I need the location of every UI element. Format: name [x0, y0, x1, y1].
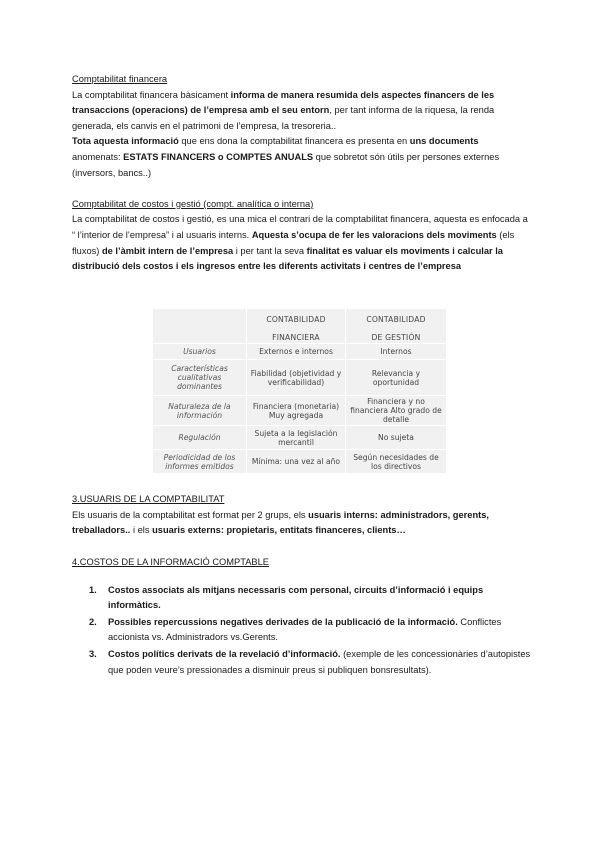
- table-cell-management: Relevancia y oportunidad: [346, 360, 447, 396]
- section-users: [72, 492, 532, 539]
- text-run: La comptabilitat financera bàsicament: [72, 89, 231, 100]
- list-item: [72, 583, 532, 614]
- header-line: DE GESTIÓN: [371, 333, 421, 342]
- paragraph-users: [72, 508, 532, 539]
- text-run: anomenats:: [72, 151, 124, 162]
- text-run: (exemple de les concessionàries d’autopistes que poden veure’s pressionades a disminuir preus si publiquen bonsresultats).: [108, 648, 531, 675]
- table-row: [153, 360, 447, 396]
- text-run: i per tant la seva: [233, 245, 307, 256]
- table-cell-financial: Financiera (monetaria) Muy agregada: [247, 396, 346, 426]
- section-costs: [72, 555, 532, 678]
- text-run: i els: [130, 525, 153, 536]
- table-row: [153, 344, 447, 360]
- bold-run: usuaris externs: propietaris, entitats financeres, clients…: [152, 525, 406, 536]
- text-run: La comptabilitat de costos i gestió, es una mica el contrari de la comptabilitat financera, aquesta es enfocada a “ l’interior de l’empresa” i al usuaris interns.: [72, 214, 528, 240]
- table-cell-management: Internos: [346, 344, 447, 360]
- document-body: [72, 72, 528, 275]
- bold-run: Possibles repercussions negatives derivades de la publicació de la informació.: [108, 616, 458, 627]
- bold-run: ESTATS FINANCERS o COMPTES ANUALS: [123, 151, 314, 162]
- table-row-label: Usuarios: [153, 344, 247, 360]
- table-row-label: Características cualitativas dominantes: [153, 360, 247, 396]
- text-run: que sobretot són útils per persones externes (inversors, bancs..): [72, 151, 500, 178]
- table-header-management: [346, 309, 447, 344]
- bold-run: de l’àmbit intern de l’empresa: [101, 245, 234, 256]
- section-heading-financial: Comptabilitat financera: [72, 74, 168, 84]
- bold-run: Costos associats als mitjans necessaris com personal, circuits d’informació i equips informàtics.: [108, 584, 484, 611]
- table-row-label: Regulación: [153, 426, 247, 450]
- bold-run: Costos polítics derivats de la revelació d’informació.: [108, 648, 341, 659]
- paragraph-financial-documents: [72, 134, 528, 181]
- list-item: [72, 615, 532, 646]
- bold-run: finalitat es valuar els moviments i calcular la distribució dels costos i els ingresos entre les diferents activitats i centres de l’empresa: [72, 245, 503, 272]
- table-row: [153, 396, 447, 426]
- bold-run: informa de manera resumida dels aspectes financers de les transaccions (operacions) de l’empresa amb el seu entorn: [72, 89, 495, 116]
- paragraph-cost-accounting: [72, 212, 528, 274]
- header-line: CONTABILIDAD: [266, 315, 326, 324]
- comparison-table-image: [152, 308, 446, 473]
- section-heading-costs: 4.COSTOS DE LA INFORMACIÓ COMPTABLE: [72, 557, 269, 567]
- text-run: Els usuaris de la comptabilitat est format per 2 grups, els: [72, 509, 309, 520]
- section-heading-users: 3.USUARIS DE LA COMPTABILITAT: [72, 494, 225, 504]
- section-heading-cost-accounting: Comptabilitat de costos i gestió (compt. analítica o interna): [72, 198, 314, 209]
- table-cell-financial: Sujeta a la legislación mercantil: [247, 426, 346, 450]
- table-header-empty: [153, 309, 247, 344]
- text-run: que ens dona la comptabilitat financera es presenta en: [178, 136, 410, 147]
- text-run: (els fluxos): [72, 229, 515, 256]
- table-cell-financial: Fiabilidad (objetividad y verificabilidad): [247, 360, 346, 396]
- table-cell-management: No sujeta: [346, 426, 447, 450]
- table-cell-financial: Externos e internos: [247, 344, 346, 360]
- bold-run: uns documents: [409, 136, 479, 147]
- table-cell-management: Financiera y no financiera Alto grado de detalle: [346, 396, 447, 426]
- bold-run: Tota aquesta informació: [72, 136, 179, 147]
- list-item: [72, 647, 532, 678]
- table-header-financial: [247, 309, 346, 344]
- table-cell-management: Según necesidades de los directivos: [346, 450, 447, 474]
- table-row-label: Naturaleza de la información: [153, 396, 247, 426]
- header-line: CONTABILIDAD: [366, 315, 426, 324]
- text-run: , per tant informa de la riquesa, la renda generada, els canvis en el patrimoni de l’empresa, la tresoreria..: [72, 105, 495, 131]
- list-number: 2.: [89, 616, 97, 627]
- table-row: [153, 426, 447, 450]
- bold-run: Aquesta s’ocupa de fer les valoracions dels moviments: [251, 229, 497, 240]
- costs-list: [72, 583, 532, 679]
- comparison-table: [152, 308, 447, 474]
- text-run: Conflictes accionista vs. Administradors vs.Gerents.: [108, 616, 502, 643]
- table-cell-financial: Mínima: una vez al año: [247, 450, 346, 474]
- header-line: FINANCIERA: [272, 333, 320, 342]
- list-number: 3.: [89, 648, 97, 659]
- bold-run: usuaris interns: administradors, gerents, treballadors..: [72, 509, 489, 536]
- table-header-row: [153, 309, 447, 344]
- list-number: 1.: [89, 584, 97, 595]
- paragraph-financial-definition: [72, 88, 528, 135]
- table-row-label: Periodicidad de los informes emitidos: [153, 450, 247, 474]
- table-row: [153, 450, 447, 474]
